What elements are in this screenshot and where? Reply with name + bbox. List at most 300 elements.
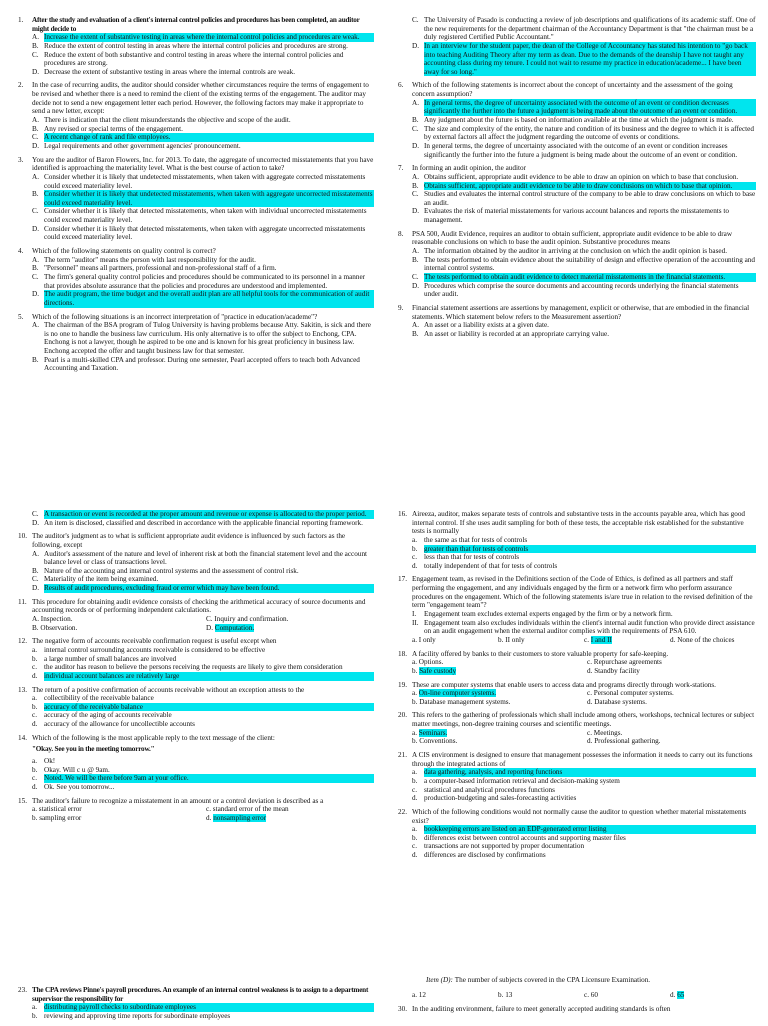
question — [398, 808, 756, 860]
question-stem-row — [398, 164, 756, 173]
answer-option — [584, 991, 670, 1000]
question-stem-row — [18, 598, 374, 615]
bottom-right-column — [398, 976, 756, 1019]
question — [398, 230, 756, 299]
question-stem: This procedure for obtaining audit evidence consists of checking the arithmetical accuracy of source documents and accounting records or of performing independent calculations. — [32, 597, 366, 615]
option-text: An asset or liability is recorded at an appropriate carrying value. — [424, 329, 610, 338]
option-letter: d. — [587, 697, 595, 706]
answer-option — [32, 264, 374, 273]
option-text: In an interview for the student paper, the dean of the College of Accountancy has stated his intention to "go back into teaching Auditing Theory after my term as dean. Due to the demands of the deanship I have not taught any accounting class during my tenure. I could not wait to resume my practice in education/academe... I have been away for so long." — [424, 42, 756, 77]
answer-option — [412, 536, 756, 545]
answer-option — [32, 51, 374, 68]
answer-option — [498, 636, 584, 645]
question-stem-row — [398, 230, 756, 247]
question — [398, 304, 756, 339]
answer-option — [32, 774, 374, 783]
option-letter: B. — [412, 181, 419, 190]
answer-option — [32, 321, 374, 356]
option-text: Auditor's assessment of the nature and level of inherent risk at both the financial statement level and the account balance level or class of transactions level. — [44, 549, 368, 567]
option-letter: c. — [587, 689, 594, 698]
question-stem: Which of the following statements on quality control is correct? — [32, 247, 216, 256]
option-text: II only — [505, 635, 525, 644]
answer-option — [206, 805, 374, 814]
answer-option — [32, 805, 200, 814]
answer-grid — [412, 729, 756, 746]
option-letter: d. — [32, 782, 38, 791]
answer-option — [32, 624, 200, 633]
answer-option — [412, 851, 756, 860]
bottom-left-column — [18, 986, 374, 1026]
option-letter: a. — [412, 825, 417, 834]
option-text: transactions are not supported by proper documentation — [424, 842, 585, 851]
answer-option — [32, 1003, 374, 1012]
option-text: I only — [418, 635, 436, 644]
question-number: 18. — [398, 649, 407, 658]
option-letter: II. — [412, 618, 419, 627]
question-number: 7. — [398, 164, 404, 173]
option-letter: a. — [412, 689, 419, 698]
option-letter: a. — [412, 990, 419, 999]
option-text: A transaction or event is recorded at the proper amount and revenue or expense is allocated to the proper period. — [44, 510, 374, 519]
answer-grid — [412, 658, 756, 675]
option-letter: A. — [32, 321, 39, 330]
answer-option — [412, 321, 756, 330]
option-text: On-line computer systems. — [418, 689, 497, 698]
option-letter: b. — [412, 776, 418, 785]
option-letter: c. — [412, 842, 417, 851]
question-stem-row — [18, 986, 374, 1003]
option-text: An asset or a liability exists at a given date. — [424, 321, 549, 330]
answer-option — [32, 711, 374, 720]
answer-option — [412, 610, 756, 619]
quoted-message: "Okay. See you in the meeting tomorrow." — [32, 745, 155, 754]
option-letter: D. — [32, 290, 39, 299]
option-text: Inspection. — [40, 615, 73, 624]
answer-option — [32, 703, 374, 712]
answer-option — [32, 615, 200, 624]
option-letter: a. — [32, 694, 37, 703]
option-letter: B. — [32, 190, 39, 199]
question-number: 20. — [398, 711, 407, 720]
answer-option — [412, 698, 581, 707]
question-number: 4. — [18, 247, 24, 256]
option-letter: C. — [412, 16, 419, 24]
answer-option — [32, 646, 374, 655]
option-letter: C. — [412, 124, 419, 133]
option-text: accuracy of the allowance for uncollectible accounts — [44, 720, 195, 729]
option-text: the same as that for tests of controls — [424, 535, 528, 544]
answer-option — [32, 33, 374, 42]
option-letter: A. — [32, 255, 39, 264]
question-stem: In forming an audit opinion, the auditor — [412, 164, 526, 173]
answer-option — [32, 225, 374, 242]
answer-option — [32, 814, 200, 823]
answer-option — [412, 729, 581, 738]
question-number: 16. — [398, 510, 407, 518]
answer-option — [412, 545, 756, 554]
question-stem: After the study and evaluation of a client's internal control policies and procedures has been completed, an auditor might decide to — [32, 16, 360, 33]
question-stem: Which of the following situations is an incorrect interpretation of "practice in education/academe"? — [32, 312, 318, 321]
question-stem: A CIS environment is designed to ensure that management possesses the information it needs to carry out its functions through the integrated actions of — [412, 751, 753, 768]
answer-option — [412, 190, 756, 207]
answer-option — [584, 636, 670, 645]
question-stem-row — [18, 156, 374, 173]
question — [398, 81, 756, 159]
answer-option — [206, 814, 374, 823]
option-letter: A. — [32, 116, 39, 125]
option-text: I and II — [590, 635, 612, 644]
question-number: 11. — [18, 597, 27, 606]
option-text: Noted. We will be there before 9am at your office. — [44, 774, 374, 783]
option-text: The term "auditor" means the person with last responsibility for the audit. — [44, 255, 256, 264]
option-letter: d. — [670, 635, 678, 644]
option-letter: D. — [206, 623, 215, 632]
question-stem-row — [398, 711, 756, 728]
question-stem-row — [18, 797, 374, 806]
answer-option — [412, 636, 498, 645]
option-text: 12 — [418, 990, 426, 999]
question-stem-row — [398, 681, 756, 690]
question-stem-row — [398, 575, 756, 610]
answer-option — [498, 991, 584, 1000]
option-text: The firm's general quality control policies and procedures should be communicated to its personnel in a manner that provides absolute assurance that the policies and procedures are understood and implemented. — [44, 272, 366, 290]
answer-option — [32, 273, 374, 290]
answer-option — [32, 766, 374, 775]
question — [18, 598, 374, 633]
answer-option — [412, 173, 756, 182]
option-text: A recent change of rank and file employees. — [44, 133, 374, 142]
question-stem: Which of the following is the most applicable reply to the text message of the client: — [32, 733, 275, 742]
option-text: a large number of small balances are involved — [44, 654, 177, 663]
answer-option — [32, 42, 374, 51]
answer-option — [587, 658, 756, 667]
option-letter: D. — [412, 141, 419, 150]
option-letter: A. — [32, 549, 39, 558]
option-letter: c. — [584, 635, 591, 644]
option-text: The chairman of the BSA program of Tulog University is having problems because Atty. Sakitin, is sick and there is no one to handle the business law curriculum. His only alternative is to offer the subject to Enchong, CPA. Enchong is not a lawyer, though he aspired to be one and is known for his great proficiency in business law. Enchong accepted the offer and taught business law for that semester. — [44, 321, 371, 356]
option-text: production-budgeting and sales-forecasting activities — [424, 794, 577, 803]
question-stem-row — [398, 808, 756, 825]
answer-option — [32, 133, 374, 142]
option-letter: b. — [498, 635, 506, 644]
option-letter: b. — [498, 990, 506, 999]
question-number: 22. — [398, 807, 407, 816]
option-letter: B. — [412, 329, 419, 338]
option-letter: a. — [32, 645, 37, 654]
option-text: Observation. — [40, 623, 78, 632]
option-text: Reduce the extent of both substantive and control testing in areas where the internal control policies and procedures are strong. — [44, 50, 344, 68]
option-text: Professional gathering. — [594, 737, 661, 746]
question-continued — [18, 510, 374, 527]
option-letter: D. — [32, 67, 39, 76]
question-stem-row — [18, 16, 374, 33]
question-number: 12. — [18, 637, 27, 646]
option-letter: A. — [412, 98, 419, 107]
question-number: 30. — [398, 1005, 407, 1014]
answer-option — [412, 247, 756, 256]
answer-option — [412, 737, 581, 746]
item-line — [426, 976, 756, 985]
answer-option — [32, 356, 374, 373]
option-text: Obtains sufficient, appropriate audit evidence to be able to draw an opinion on which to base that conclusion. — [424, 172, 739, 181]
option-letter: d. — [32, 671, 38, 680]
option-letter: b. — [32, 765, 38, 774]
answer-option — [32, 550, 374, 567]
question-stem-row — [18, 637, 374, 646]
answer-option — [32, 116, 374, 125]
question — [398, 510, 756, 570]
option-letter: d. — [32, 720, 38, 729]
option-letter: A. — [32, 172, 39, 181]
answer-option — [412, 207, 756, 224]
question-stem: A facility offered by banks to their customers to store valuable property for safe-keeping. — [412, 649, 669, 658]
option-letter: d. — [206, 813, 214, 822]
question-stem-row — [18, 81, 374, 116]
option-text: The audit program, the time budget and the overall audit plan are all helpful tools for the communication of audit directions. — [44, 290, 374, 307]
option-text: Consider whether it is likely that detected misstatements, when taken with aggregate uncorrected misstatements could exceed materiality level. — [44, 224, 366, 242]
question — [398, 751, 756, 803]
option-text: less than that for tests of controls — [424, 553, 520, 562]
answer-option — [32, 655, 374, 664]
option-letter: B. — [32, 41, 39, 50]
question-stem-row — [398, 81, 756, 98]
option-letter: a. — [412, 768, 417, 777]
top-right-column — [398, 16, 756, 343]
question-stem: In the auditing environment, failure to meet generally accepted auditing standards is often — [412, 1005, 671, 1014]
answer-option — [412, 16, 756, 42]
option-text: Standby facility — [594, 666, 640, 675]
answer-option — [206, 624, 374, 633]
option-letter: c. — [412, 553, 417, 562]
option-letter: D. — [412, 281, 419, 290]
option-letter: c. — [587, 728, 594, 737]
question-stem: The auditor's failure to recognize a misstatement in an amount or a control deviation is described as a — [32, 796, 324, 805]
question — [398, 1005, 756, 1014]
option-letter: c. — [32, 663, 37, 672]
question-stem-row — [18, 734, 374, 743]
option-letter: d. — [587, 666, 595, 675]
option-letter: a. — [32, 1003, 37, 1012]
question-number: 14. — [18, 733, 27, 742]
option-text: Nature of the accounting and internal control systems and the assessment of control risk. — [44, 566, 299, 575]
answer-option — [412, 825, 756, 834]
answer-grid — [32, 615, 374, 632]
option-letter: b. — [412, 666, 420, 675]
option-text: collectibility of the receivable balance — [44, 694, 154, 703]
item-text: The number of subjects covered in the CPA Licensure Examination. — [454, 976, 651, 984]
question-number: 10. — [18, 532, 27, 541]
question-stem: This refers to the gathering of professionals which shall include among others, workshops, technical lectures or subject matter meetings, non-degree training courses and scientific meetings. — [412, 711, 755, 729]
question-number: 2. — [18, 81, 24, 90]
question-stem: The auditor's judgment as to what is sufficient appropriate audit evidence is influenced by such factors as the following, except — [32, 532, 346, 549]
question-stem-row — [18, 532, 374, 549]
answer-option — [32, 290, 374, 307]
question — [18, 686, 374, 729]
answer-option — [412, 330, 756, 339]
answer-row — [412, 991, 756, 1000]
option-letter: c. — [32, 711, 37, 720]
option-text: data gathering, analysis, and reporting functions — [424, 768, 756, 777]
option-text: None of the choices — [677, 635, 735, 644]
option-letter: c. — [587, 658, 594, 667]
option-letter: A. — [412, 172, 419, 181]
option-text: internal control surrounding accounts receivable is considered to be effective — [44, 645, 266, 654]
answer-option — [32, 142, 374, 151]
answer-option — [587, 737, 756, 746]
option-letter: D. — [32, 584, 39, 593]
question-stem-row — [398, 751, 756, 768]
answer-option — [32, 575, 374, 584]
option-text: "Personnel" means all partners, professional and non-professional staff of a firm. — [44, 264, 277, 273]
question — [18, 797, 374, 823]
answer-option — [412, 768, 756, 777]
answer-option — [32, 190, 374, 207]
option-letter: a. — [32, 757, 37, 766]
option-letter: C. — [32, 575, 39, 584]
question-stem: Engagement team, as revised in the Definitions section of the Code of Ethics, is defined as all partners and staff performing the engagement, and any individuals engaged by the firm or a network firm who perform assurance procedures on the engagement. Which of the following statements is/are true in relation to the revised definition of the term "engagement team"? — [412, 575, 753, 610]
option-text: 13 — [505, 990, 513, 999]
answer-option — [412, 553, 756, 562]
answer-option — [412, 786, 756, 795]
option-letter: A. — [32, 615, 41, 624]
option-text: differences are disclosed by confirmations — [424, 851, 546, 860]
question-stem: In the case of recurring audits, the auditor should consider whether circumstances require the terms of engagement to be revised and whether there is a need to remind the client of the existing terms of the engagement. The auditor may decide not to send a new engagement letter each period. However, the following factors may make it appropriate to send a new letter, except: — [32, 81, 369, 116]
question-stem: Which of the following statements is incorrect about the concept of uncertainty and the assessment of the going concern assumption? — [412, 81, 733, 99]
question-stem-row — [398, 1005, 756, 1014]
question-stem: You are the auditor of Baron Flowers, Inc. for 2013. To date, the aggregate of uncorrected misstatements that you have identified is approaching the materiality level. What is the best course of action to take? — [32, 155, 374, 173]
option-letter: D. — [412, 41, 419, 50]
question — [18, 532, 374, 592]
option-letter: c. — [32, 774, 37, 783]
question — [18, 81, 374, 150]
question-number: 13. — [18, 685, 27, 694]
option-letter: C. — [412, 190, 419, 199]
option-letter: d. — [587, 737, 595, 746]
answer-option — [412, 619, 756, 636]
option-letter: a. — [412, 635, 419, 644]
option-text: The information obtained by the auditor in arriving at the conclusion on which the audit opinion is based. — [424, 247, 728, 256]
question-stem-row — [18, 247, 374, 256]
answer-option — [32, 207, 374, 224]
option-letter: b. — [32, 813, 40, 822]
option-text: The size and complexity of the entity, the nature and condition of its business and the degree to which it is affected by external factors all affect the judgment regarding the outcome of events or conditions. — [424, 124, 754, 142]
option-text: Procedures which comprise the source documents and accounting records underlying the financial statements under audit. — [424, 281, 739, 299]
option-letter: A. — [32, 33, 39, 42]
option-letter: d. — [670, 990, 678, 999]
answer-option — [412, 142, 756, 159]
option-text: Obtains sufficient, appropriate audit evidence to be able to draw conclusions on which to base that opinion. — [424, 182, 756, 191]
option-letter: a. — [412, 728, 419, 737]
option-letter: B. — [32, 124, 39, 133]
answer-option — [412, 42, 756, 77]
option-text: Any judgment about the future is based on information available at the time at which the judgment is made. — [424, 116, 734, 125]
option-letter: B. — [412, 116, 419, 125]
answer-row — [412, 636, 756, 645]
question-stem-row — [398, 510, 756, 536]
option-letter: A. — [412, 247, 419, 256]
option-text: The tests performed to obtain audit evidence to detect material misstatements in the financial statements. — [424, 273, 756, 282]
option-text: There is indication that the client misunderstands the objective and scope of the audit. — [44, 116, 291, 125]
option-letter: B. — [412, 255, 419, 264]
option-letter: C. — [32, 133, 39, 142]
answer-option — [587, 689, 756, 698]
answer-option — [206, 615, 374, 624]
answer-option — [32, 68, 374, 77]
option-text: In general terms, the degree of uncertainty associated with the outcome of an event or condition increases significantly the further into the future a judgment is being made about the outcome of an event or condition. — [424, 141, 738, 159]
question-stem-row — [18, 686, 374, 695]
answer-option — [32, 584, 374, 593]
question-stem-row — [398, 650, 756, 659]
question — [18, 986, 374, 1021]
answer-option — [32, 783, 374, 792]
option-text: statistical and analytical procedures functions — [424, 785, 555, 794]
answer-option — [412, 116, 756, 125]
answer-option — [412, 256, 756, 273]
answer-option — [412, 282, 756, 299]
option-letter: b. — [32, 702, 38, 711]
answer-option — [412, 777, 756, 786]
option-text: greater than that for tests of controls — [424, 545, 756, 554]
option-text: individual account balances are relatively large — [44, 672, 374, 681]
answer-option — [32, 510, 374, 519]
option-letter: d. — [412, 794, 418, 803]
option-letter: C. — [32, 272, 39, 281]
answer-option — [32, 125, 374, 134]
question — [18, 156, 374, 242]
option-letter: I. — [412, 610, 417, 619]
option-text: Consider whether it is likely that undetected misstatements, when taken with aggregate corrected misstatements could exceed materiality level. — [44, 172, 366, 190]
middle-left-column — [18, 510, 374, 828]
option-letter: C. — [32, 510, 39, 518]
option-text: Seminars. — [418, 728, 448, 737]
answer-option — [412, 667, 581, 676]
option-text: Pearl is a multi-skilled CPA and professor. During one semester, Pearl accepted offers to teach both Advanced Accounting and Taxation. — [44, 355, 360, 373]
answer-option — [32, 173, 374, 190]
question — [18, 247, 374, 307]
question-number: 1. — [18, 16, 24, 24]
option-text: Studies and evaluates the internal control structure of the company to be able to draw conclusions on which to base an audit. — [424, 190, 756, 207]
question — [398, 16, 756, 76]
answer-grid — [412, 689, 756, 706]
option-text: accuracy of the receivable balance — [44, 703, 374, 712]
option-text: standard error of the mean — [212, 805, 289, 814]
option-letter: b. — [412, 544, 418, 553]
question-number: 9. — [398, 303, 404, 312]
option-letter: D. — [32, 518, 39, 527]
answer-option — [412, 125, 756, 142]
option-text: accuracy of the aging of accounts receivable — [44, 711, 172, 720]
option-text: Database management systems. — [419, 697, 511, 706]
option-text: Computation. — [214, 623, 255, 632]
question-number: 17. — [398, 575, 407, 584]
answer-option — [412, 689, 581, 698]
option-text: Inquiry and confirmation. — [214, 615, 289, 624]
question-number: 19. — [398, 680, 407, 689]
answer-option — [412, 182, 756, 191]
option-letter: C. — [32, 50, 39, 59]
answer-option — [32, 663, 374, 672]
option-text: Database systems. — [594, 697, 647, 706]
middle-right-column — [398, 510, 756, 865]
option-letter: a. — [412, 535, 417, 544]
option-letter: b. — [412, 697, 420, 706]
option-letter: a. — [32, 805, 39, 814]
option-letter: C. — [412, 272, 419, 281]
question — [398, 164, 756, 224]
question-stem: Financial statement assertions are assertions by management, explicit or otherwise, that are embodied in the financial statements. Which statement below refers to the Measurement assertion? — [412, 303, 750, 321]
option-letter: D. — [412, 207, 419, 216]
answer-option — [412, 991, 498, 1000]
